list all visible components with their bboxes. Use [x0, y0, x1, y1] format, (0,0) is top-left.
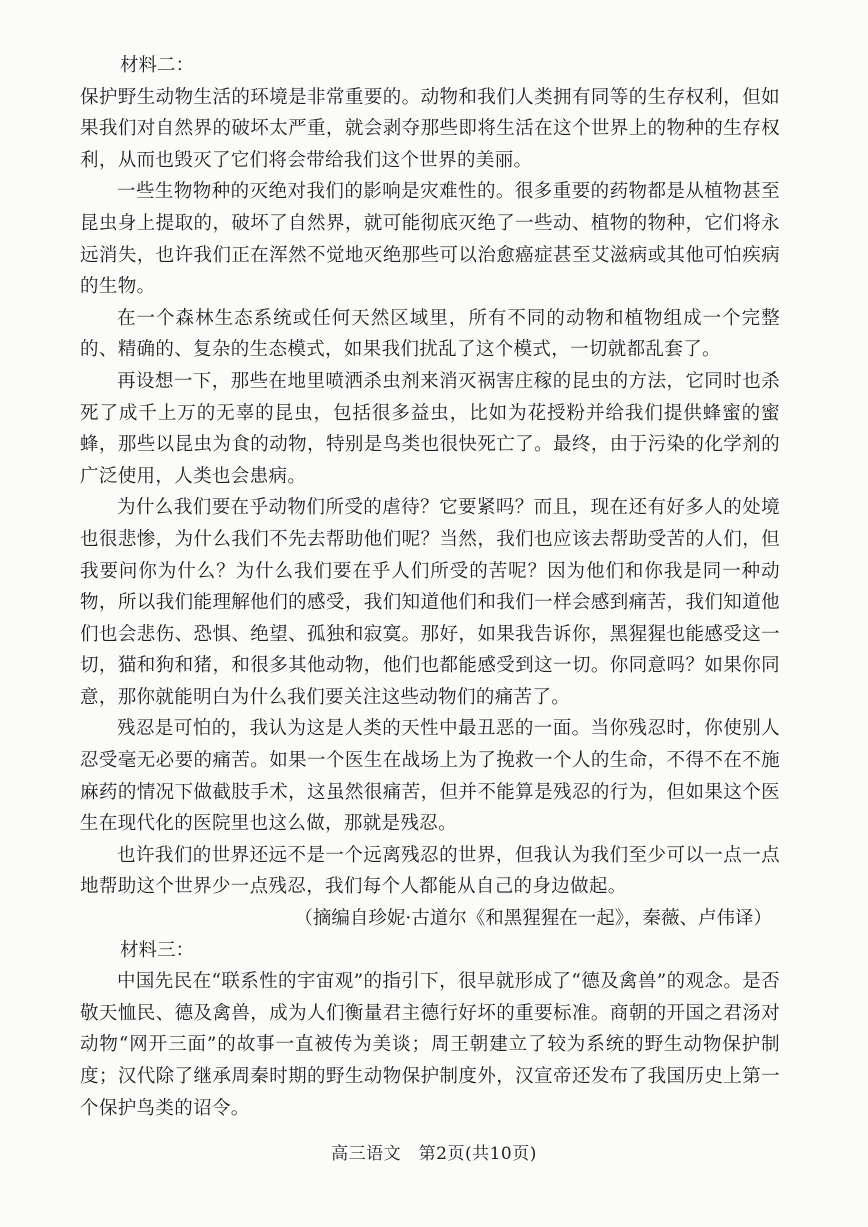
source-citation: （摘编自珍妮·古道尔《和黑猩猩在一起》，秦薇、卢伟译）	[294, 908, 772, 930]
paragraph-3: 在一个森林生态系统或任何天然区域里，所有不同的动物和植物组成一个完整的、精确的、复杂的生态模式，如果我们扰乱了这个模式，一切就都乱套了。	[80, 307, 780, 361]
paragraph-1: 保护野生动物生活的环境是非常重要的。动物和我们人类拥有同等的生存权利，但如果我们对自然界的破坏太严重，就会剥夺那些即将生活在这个世界上的物种的生存权利，从而也毁灭了它们将会带给我们这个世界的美丽。	[80, 86, 780, 171]
page-footer: 高三语文 第2页(共10页)	[331, 1144, 537, 1164]
material-2-heading: 材料二：	[120, 55, 195, 76]
paragraph-8: 中国先民在“联系性的宇宙观”的指引下，很早就形成了“德及禽兽”的观念。是否敬天恤民、德及禽兽，成为人们衡量君主德行好坏的重要标准。商朝的开国之君汤对动物“网开三面”的故事一直被传为美谈；周王朝建立了较为系统的野生动物保护制度；汉代除了继承周秦时期的野生动物保护制度外，汉宣帝还发布了我国历史上第一个保护鸟类的诏令。	[80, 971, 780, 1119]
paragraph-4: 再设想一下，那些在地里喷洒杀虫剂来消灭祸害庄稼的昆虫的方法，它同时也杀死了成千上万的无辜的昆虫，包括很多益虫，比如为花授粉并给我们提供蜂蜜的蜜蜂，那些以昆虫为食的动物，特别是鸟类也很快死亡了。最终，由于污染的化学剂的广泛使用，人类也会患病。	[80, 370, 780, 487]
material-3-heading: 材料三：	[120, 939, 195, 961]
paragraph-6: 残忍是可怕的，我认为这是人类的天性中最丑恶的一面。当你残忍时，你使别人忍受毫无必要的痛苦。如果一个医生在战场上为了挽救一个人的生命，不得不在不施麻药的情况下做截肢手术，这虽然很痛苦，但并不能算是残忍的行为，但如果这个医生在现代化的医院里也这么做，那就是残忍。	[80, 718, 780, 835]
document-page	[80, 50, 780, 1124]
paragraph-7: 也许我们的世界还远不是一个远离残忍的世界，但我认为我们至少可以一点一点地帮助这个世界少一点残忍，我们每个人都能从自己的身边做起。	[80, 844, 780, 898]
paragraph-5: 为什么我们要在乎动物们所受的虐待？它要紧吗？而且，现在还有好多人的处境也很悲惨，为什么我们不先去帮助他们呢？当然，我们也应该去帮助受苦的人们，但我要问你为什么？为什么我们要在乎人们所受的苦呢？因为他们和你我是同一种动物，所以我们能理解他们的感受，我们知道他们和我们一样会感到痛苦，我们知道他们也会悲伤、恐惧、绝望、孤独和寂寞。那好，如果我告诉你，黑猩猩也能感受这一切，猫和狗和猪，和很多其他动物，他们也都能感受到这一切。你同意吗？如果你同意，那你就能明白为什么我们要关注这些动物们的痛苦了。	[80, 497, 780, 708]
paragraph-2: 一些生物物种的灭绝对我们的影响是灾难性的。很多重要的药物都是从植物甚至昆虫身上提取的，破坏了自然界，就可能彻底灭绝了一些动、植物的物种，它们将永远消失，也许我们正在浑然不觉地灭绝那些可以治愈癌症甚至艾滋病或其他可怕疾病的生物。	[80, 181, 780, 298]
